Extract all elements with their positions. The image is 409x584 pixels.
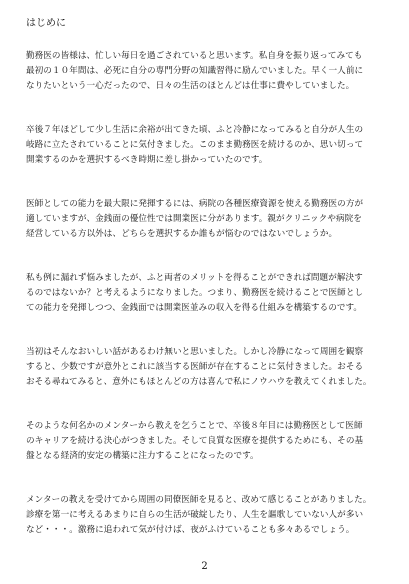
paragraph-line: 私も例に漏れず悩みましたが、ふと両者のメリットを得ることができれば問題が解決す bbox=[26, 273, 363, 283]
page-heading: はじめに bbox=[26, 18, 66, 29]
paragraph-3 bbox=[26, 197, 385, 242]
paragraph-5 bbox=[26, 345, 385, 390]
paragraph-4 bbox=[26, 271, 385, 316]
page-number: 2 bbox=[201, 561, 208, 572]
paragraph-line: 適していますが、金銭面の優位性では開業医に分があります。親がクリニックや病院を bbox=[26, 214, 362, 224]
paragraph-line: 卒後７年ほどして少し生活に余裕が出てきた頃、ふと冷静になってみると自分が人生の bbox=[26, 125, 364, 135]
paragraph-line: 診療を第一に考えるあまりに自らの生活が破綻したり、人生を謳歌していない人が多い bbox=[26, 510, 364, 520]
paragraph-2 bbox=[26, 123, 385, 168]
paragraph-line: メンターの教えを受けてから周囲の同僚医師を見ると、改めて感じることがありました。 bbox=[26, 495, 372, 505]
paragraph-line: 岐路に立たされていることに気付きました。このまま勤務医を続けるのか、思い切って bbox=[26, 140, 364, 150]
paragraph-line: そのような何名かのメンターから教えを乞うことで、卒後８年目には勤務医として医師 bbox=[26, 421, 363, 431]
paragraph-line: 盤となる経済的安定の構築に注力することになったのです。 bbox=[26, 451, 259, 461]
paragraph-line: ての能力を発揮しつつ、金銭面では開業医並みの収入を得る仕組みを構築するのです。 bbox=[26, 303, 363, 313]
paragraph-line: のキャリアを続ける決心がつきました。そして良質な医療を提供するためにも、その基 bbox=[26, 436, 364, 446]
paragraph-line: 経営している方以外は、どちらを選択するか誰もが悩むのではないでしょうか。 bbox=[26, 229, 338, 239]
paragraph-line: 最初の１０年間は、必死に自分の専門分野の知識習得に励んでいました。早く一人前に bbox=[26, 66, 364, 76]
paragraph-line: 開業するのかを選択するべき時期に差し掛かっていたのです。 bbox=[26, 155, 268, 165]
paragraph-1 bbox=[26, 49, 385, 94]
paragraph-6 bbox=[26, 419, 385, 464]
paragraph-line: など・・・。激務に追われて気が付けば、夜がふけていることも多々あるでしょう。 bbox=[26, 525, 355, 535]
paragraph-7 bbox=[26, 493, 385, 538]
paragraph-line: おそる尋ねてみると、意外にもほとんどの方は喜んで私にノウハウを教えてくれました。 bbox=[26, 377, 372, 387]
paragraph-line: なりたいという一心だったので、日々の生活のほとんどは仕事に費やしていました。 bbox=[26, 81, 355, 91]
paragraph-line: るのではないか？と考えるようになりました。つまり、勤務医を続けることで医師とし bbox=[26, 288, 364, 298]
paragraph-line: すると、少数ですが意外とこれに該当する医師が存在することに気付きました。おそる bbox=[26, 362, 364, 372]
paragraph-line: 当初はそんなおいしい話があるわけ無いと思いました。しかし冷静になって周囲を観察 bbox=[26, 347, 364, 357]
paragraph-line: 医師としての能力を最大限に発揮するには、病院の各種医療資源を使える勤務医の方が bbox=[26, 199, 364, 209]
paragraph-line: 勤務医の皆様は、忙しい毎日を過ごされていると思います。私自身を振り返ってみても bbox=[26, 51, 363, 61]
